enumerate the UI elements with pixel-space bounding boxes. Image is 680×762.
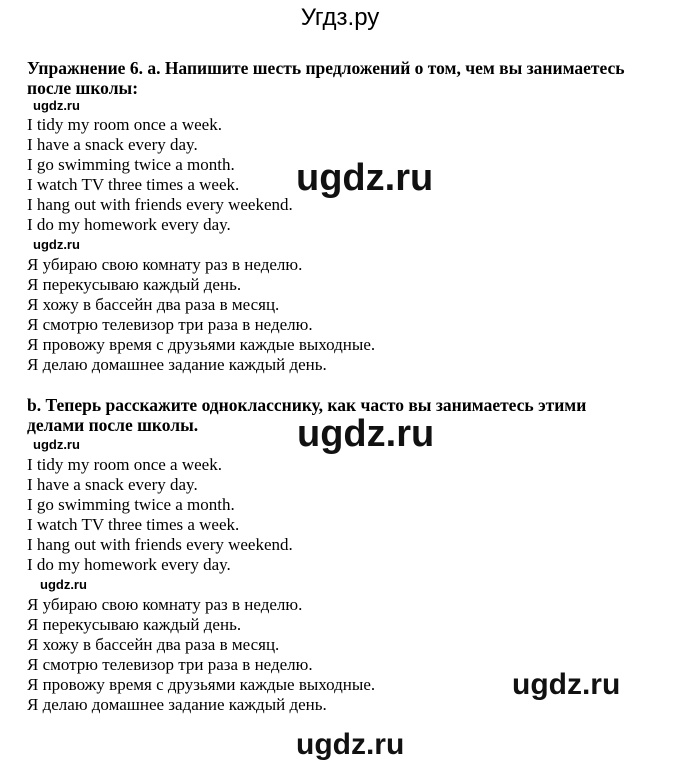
english-line: I hang out with friends every weekend.	[27, 195, 293, 214]
english-line: I have a snack every day.	[27, 135, 198, 154]
russian-line: Я провожу время с друзьями каждые выходные.	[27, 675, 376, 694]
site-title: Угдз.ру	[300, 4, 380, 31]
russian-line: Я хожу в бассейн два раза в месяц.	[27, 295, 280, 314]
exercise-b-heading-line1: b. Теперь расскажите однокласснику, как часто вы занимаетесь этими	[27, 395, 587, 415]
exercise-a-heading-line2: после школы:	[27, 78, 139, 98]
watermark: ugdz.ru	[297, 413, 435, 455]
small-watermark: ugdz.ru	[33, 98, 80, 113]
exercise-a-heading-line1: Упражнение 6. a. Напишите шесть предложений о том, чем вы занимаетесь	[27, 58, 625, 78]
english-line: I watch TV three times a week.	[27, 515, 240, 534]
small-watermark: ugdz.ru	[40, 577, 87, 592]
english-line: I go swimming twice a month.	[27, 495, 235, 514]
russian-line: Я убираю свою комнату раз в неделю.	[27, 255, 303, 274]
russian-line: Я смотрю телевизор три раза в неделю.	[27, 655, 313, 674]
english-line: I have a snack every day.	[27, 475, 198, 494]
small-watermark: ugdz.ru	[33, 437, 80, 452]
russian-line: Я провожу время с друзьями каждые выходные.	[27, 335, 376, 354]
english-line: I tidy my room once a week.	[27, 455, 222, 474]
russian-line: Я убираю свою комнату раз в неделю.	[27, 595, 303, 614]
english-line: I do my homework every day.	[27, 215, 231, 234]
russian-line: Я хожу в бассейн два раза в месяц.	[27, 635, 280, 654]
english-line: I watch TV three times a week.	[27, 175, 240, 194]
small-watermark: ugdz.ru	[33, 237, 80, 252]
russian-line: Я смотрю телевизор три раза в неделю.	[27, 315, 313, 334]
russian-line: Я делаю домашнее задание каждый день.	[27, 695, 327, 714]
watermark: ugdz.ru	[296, 728, 405, 761]
english-line: I do my homework every day.	[27, 555, 231, 574]
english-line: I go swimming twice a month.	[27, 155, 235, 174]
exercise-b-heading-line2: делами после школы.	[27, 415, 199, 435]
watermark: ugdz.ru	[512, 668, 621, 701]
english-line: I tidy my room once a week.	[27, 115, 222, 134]
russian-line: Я делаю домашнее задание каждый день.	[27, 355, 327, 374]
english-line: I hang out with friends every weekend.	[27, 535, 293, 554]
russian-line: Я перекусываю каждый день.	[27, 615, 242, 634]
russian-line: Я перекусываю каждый день.	[27, 275, 242, 294]
watermark: ugdz.ru	[296, 157, 434, 199]
